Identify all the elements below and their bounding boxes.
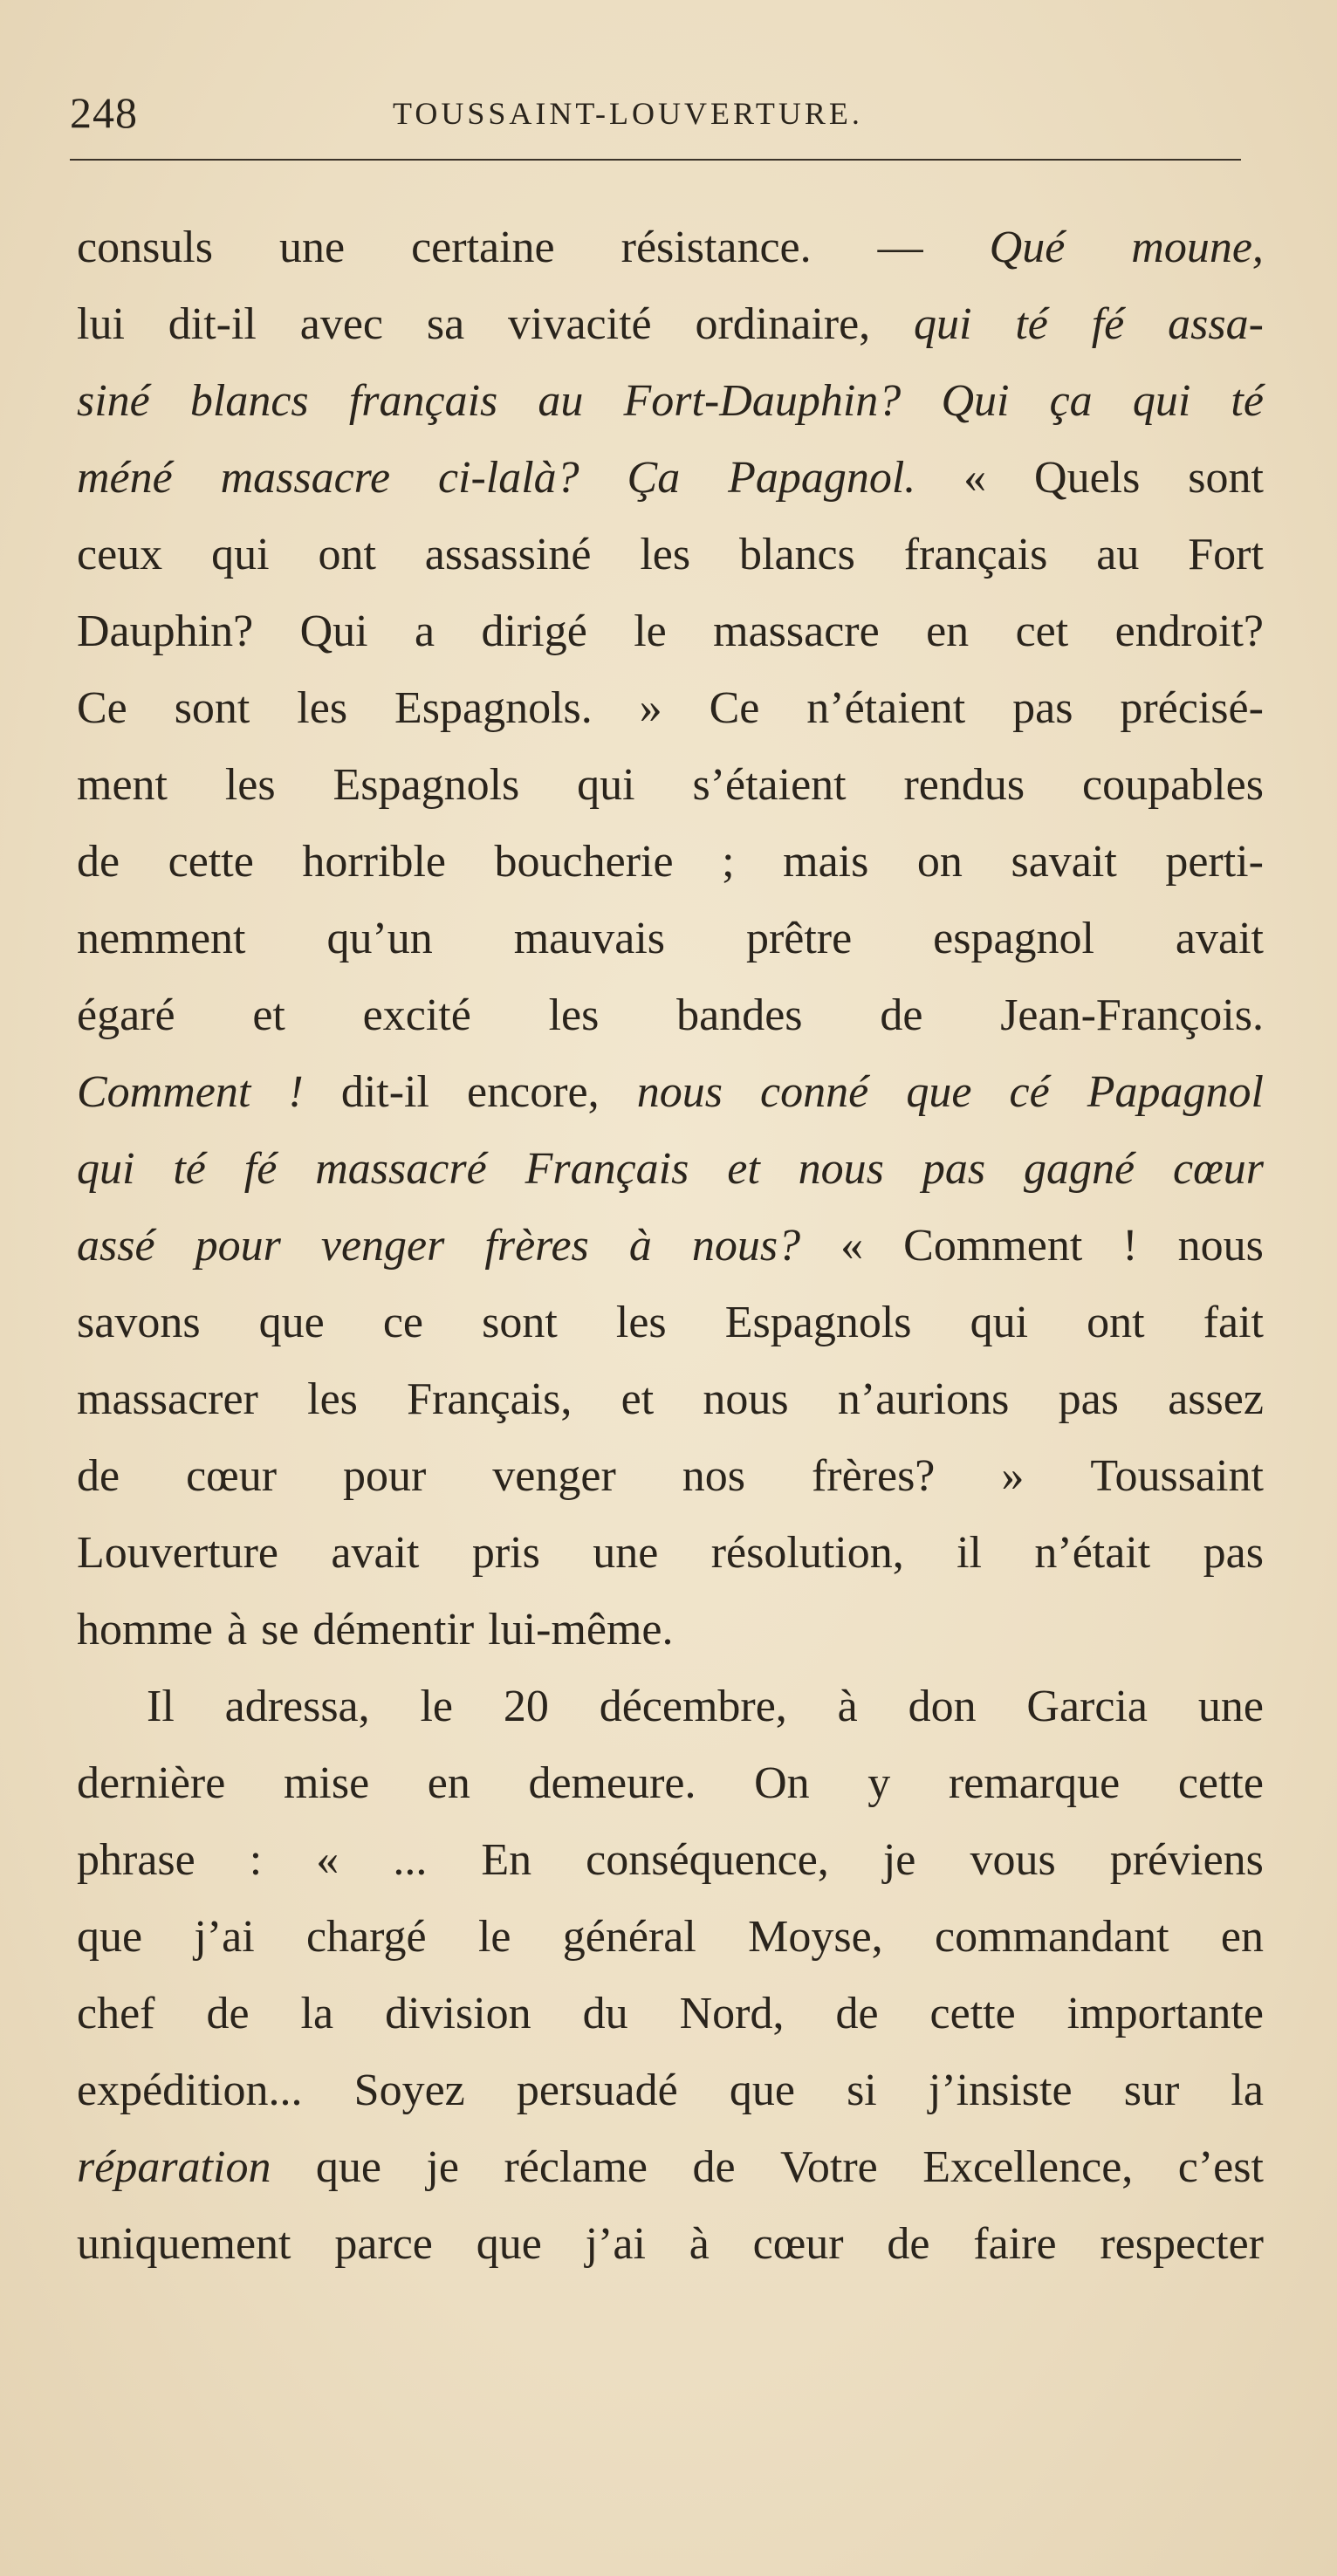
text-line: [77, 1668, 1264, 1745]
word: «: [840, 1221, 864, 1271]
word: Espagnols.: [394, 683, 593, 733]
italic-word: siné: [77, 376, 150, 426]
text-line: [77, 286, 1264, 363]
word: lui-même.: [488, 1605, 674, 1655]
word: démentir: [312, 1605, 475, 1655]
word: sont: [482, 1298, 558, 1347]
word: rendus: [903, 760, 1025, 810]
word: et: [621, 1374, 655, 1424]
word: frères?: [811, 1451, 936, 1501]
word: j’ai: [194, 1912, 255, 1962]
word: mais: [783, 837, 869, 887]
word: sont: [1188, 453, 1264, 503]
word: la: [300, 1989, 334, 2038]
italic-word: moune,: [1131, 223, 1264, 272]
text-line: [77, 824, 1264, 901]
italic-word: réparation: [77, 2142, 271, 2192]
text-line: [77, 1592, 1264, 1668]
word: certaine: [411, 223, 555, 272]
header-rule: [70, 159, 1241, 161]
word: de: [880, 990, 923, 1040]
text-line: [77, 1745, 1264, 1822]
word: que: [77, 1912, 143, 1962]
word: !: [1122, 1221, 1138, 1271]
word: demeure.: [528, 1758, 696, 1808]
word: que: [258, 1298, 325, 1347]
word: On: [754, 1758, 810, 1808]
word: et: [252, 990, 285, 1040]
word: venger: [492, 1451, 616, 1501]
word: en: [1220, 1912, 1264, 1962]
word: avait: [331, 1528, 420, 1578]
word: a: [414, 606, 435, 656]
word: décembre,: [599, 1682, 787, 1731]
italic-word: qui: [1132, 376, 1191, 426]
word: Dauphin?: [77, 606, 254, 656]
italic-word: que: [906, 1067, 972, 1117]
word: remarque: [948, 1758, 1121, 1808]
word: le: [420, 1682, 454, 1731]
word: vous: [970, 1835, 1056, 1885]
italic-word: té: [1015, 299, 1048, 349]
word: à: [226, 1605, 248, 1655]
word: cette: [168, 837, 254, 887]
word: don: [908, 1682, 977, 1731]
word: 20: [503, 1682, 549, 1731]
word: avait: [1175, 914, 1264, 963]
word: sont: [174, 683, 250, 733]
word: les: [307, 1374, 358, 1424]
italic-word: et: [727, 1144, 760, 1194]
text-line: [77, 670, 1264, 747]
italic-word: gagné: [1023, 1144, 1135, 1194]
word: une: [1197, 1682, 1264, 1731]
word: en: [926, 606, 970, 656]
running-title: TOUSSAINT-LOUVERTURE.: [393, 96, 863, 131]
italic-word: nous: [798, 1144, 884, 1194]
text-line: [77, 1361, 1264, 1438]
word: assassiné: [424, 530, 592, 579]
italic-word: Fort-Dauphin?: [623, 376, 902, 426]
word: cette: [929, 1989, 1016, 2038]
word: nos: [682, 1451, 745, 1501]
italic-word: Papagnol: [1087, 1067, 1264, 1117]
word: en: [427, 1758, 470, 1808]
word: je: [882, 1835, 916, 1885]
word: ordinaire,: [695, 299, 871, 349]
word: j’ai: [585, 2219, 646, 2269]
word: n’aurions: [837, 1374, 1010, 1424]
word: bandes: [676, 990, 803, 1040]
word: endroit?: [1114, 606, 1264, 656]
italic-word: méné: [77, 453, 173, 503]
word: Excellence,: [922, 2142, 1134, 2192]
word: les: [548, 990, 600, 1040]
italic-word: français: [348, 376, 498, 426]
word: Nord,: [679, 1989, 785, 2038]
word: blancs: [739, 530, 855, 579]
word: faire: [973, 2219, 1057, 2269]
word: Espagnols: [333, 760, 520, 810]
text-line: [77, 2052, 1264, 2129]
word: boucherie: [494, 837, 674, 887]
word: n’étaient: [806, 683, 966, 733]
word: savons: [77, 1298, 201, 1347]
word: cet: [1015, 606, 1069, 656]
italic-word: frères: [484, 1221, 589, 1271]
word: sur: [1123, 2066, 1180, 2115]
italic-word: cé: [1009, 1067, 1050, 1117]
word: Moyse,: [748, 1912, 883, 1962]
text-line: [77, 747, 1264, 824]
word: le: [477, 1912, 511, 1962]
word: les: [297, 683, 348, 733]
word: n’était: [1034, 1528, 1151, 1578]
word: de: [206, 1989, 250, 2038]
word: résistance.: [621, 223, 812, 272]
word: les: [224, 760, 276, 810]
word: se: [261, 1605, 299, 1655]
word: Garcia: [1026, 1682, 1148, 1731]
word: mise: [283, 1758, 370, 1808]
italic-word: Qui: [941, 376, 1010, 426]
page-header: [70, 86, 1239, 140]
word: cœur: [186, 1451, 278, 1501]
text-line: [77, 1438, 1264, 1515]
word: qui: [211, 530, 270, 579]
word: c’est: [1177, 2142, 1264, 2192]
word: pas: [1012, 683, 1073, 733]
word: En: [481, 1835, 532, 1885]
word: ment: [77, 760, 168, 810]
word: Louverture: [77, 1528, 279, 1578]
word: Jean-François.: [1000, 990, 1264, 1040]
word: ont: [1087, 1298, 1145, 1347]
italic-word: massacré: [315, 1144, 487, 1194]
word: y: [867, 1758, 891, 1808]
text-line: [77, 1822, 1264, 1899]
word: nous: [1177, 1221, 1264, 1271]
page-number: 248: [70, 88, 138, 137]
word: pas: [1203, 1528, 1264, 1578]
text-line: [77, 1899, 1264, 1976]
word: qu’un: [326, 914, 433, 963]
italic-word: fé: [1091, 299, 1125, 349]
word: si: [847, 2066, 877, 2115]
text-line: [77, 977, 1264, 1054]
text-line: [77, 440, 1264, 517]
word: conséquence,: [586, 1835, 829, 1885]
word: les: [615, 1298, 667, 1347]
italic-word: massacre: [220, 453, 391, 503]
word: Quels: [1034, 453, 1141, 503]
word: Ce: [709, 683, 760, 733]
word: s’étaient: [692, 760, 847, 810]
word: dit-il: [168, 299, 257, 349]
word: une: [593, 1528, 659, 1578]
word: résolution,: [710, 1528, 904, 1578]
word: de: [77, 1451, 120, 1501]
italic-word: fé: [243, 1144, 278, 1194]
italic-word: Papagnol.: [728, 453, 916, 503]
text-line: [77, 901, 1264, 977]
word: lui: [77, 299, 125, 349]
text-line: [77, 1515, 1264, 1592]
word: chef: [77, 1989, 155, 2038]
italic-word: cœur: [1172, 1144, 1264, 1194]
word: »: [1001, 1451, 1025, 1501]
word: assez: [1168, 1374, 1264, 1424]
italic-word: Qué: [989, 223, 1066, 272]
word: ce: [382, 1298, 424, 1347]
word: perti-: [1165, 837, 1264, 887]
text-line: [77, 209, 1264, 286]
italic-word: nous?: [691, 1221, 801, 1271]
word: dit-il: [340, 1067, 429, 1117]
word: j’insiste: [928, 2066, 1073, 2115]
italic-word: pas: [922, 1144, 986, 1194]
word: la: [1231, 2066, 1264, 2115]
word: pris: [471, 1528, 540, 1578]
word: division: [385, 1989, 531, 2038]
italic-word: blancs: [189, 376, 309, 426]
word: cœur: [752, 2219, 844, 2269]
italic-word: té: [1231, 376, 1264, 426]
word: de: [692, 2142, 736, 2192]
word: on: [916, 837, 963, 887]
word: savait: [1011, 837, 1117, 887]
word: avec: [299, 299, 383, 349]
word: prêtre: [745, 914, 853, 963]
word: de: [77, 837, 120, 887]
text-line: [77, 363, 1264, 440]
word: ...: [393, 1835, 428, 1885]
text-line: [77, 2206, 1264, 2283]
word: persuadé: [516, 2066, 678, 2115]
word: uniquement: [77, 2219, 291, 2269]
italic-word: Comment: [77, 1067, 251, 1117]
italic-word: au: [538, 376, 584, 426]
word: français: [903, 530, 1048, 579]
word: Il: [147, 1682, 175, 1731]
word: excité: [362, 990, 471, 1040]
word: respecter: [1100, 2219, 1264, 2269]
word: :: [249, 1835, 263, 1885]
word: mauvais: [513, 914, 666, 963]
word: égaré: [77, 990, 175, 1040]
italic-word: Français: [525, 1144, 689, 1194]
word: fait: [1203, 1298, 1264, 1347]
word: je: [426, 2142, 460, 2192]
word: massacrer: [77, 1374, 258, 1424]
word: Espagnols: [724, 1298, 912, 1347]
word: adressa,: [224, 1682, 370, 1731]
word: de: [887, 2219, 930, 2269]
word: «: [316, 1835, 339, 1885]
word: que: [476, 2219, 542, 2269]
text-line: [77, 2129, 1264, 2206]
word: commandant: [935, 1912, 1169, 1962]
word: il: [956, 1528, 983, 1578]
word: coupables: [1082, 760, 1264, 810]
word: que: [729, 2066, 795, 2115]
body-text: [77, 209, 1264, 2283]
word: du: [582, 1989, 628, 2038]
italic-word: nous: [636, 1067, 723, 1117]
italic-word: !: [288, 1067, 304, 1117]
word: encore,: [467, 1067, 600, 1117]
italic-word: venger: [320, 1221, 445, 1271]
word: vivacité: [508, 299, 652, 349]
italic-word: conné: [760, 1067, 869, 1117]
word: Comment: [903, 1221, 1083, 1271]
word: une: [279, 223, 346, 272]
word: les: [640, 530, 691, 579]
word: Qui: [299, 606, 368, 656]
word: qui: [970, 1298, 1029, 1347]
italic-word: assa-: [1168, 299, 1264, 349]
italic-word: ci-lalà?: [437, 453, 579, 503]
word: horrible: [302, 837, 446, 887]
word: importante: [1066, 1989, 1264, 2038]
word: massacre: [713, 606, 880, 656]
word: Votre: [780, 2142, 878, 2192]
word: Toussaint: [1090, 1451, 1264, 1501]
text-line: [77, 1208, 1264, 1285]
text-line: [77, 1054, 1264, 1131]
text-line: [77, 517, 1264, 593]
word: chargé: [306, 1912, 427, 1962]
word: préviens: [1109, 1835, 1264, 1885]
word: nemment: [77, 914, 246, 963]
italic-word: Ça: [627, 453, 681, 503]
word: parce: [334, 2219, 433, 2269]
text-line: [77, 1976, 1264, 2052]
italic-word: ça: [1049, 376, 1093, 426]
italic-word: à: [628, 1221, 652, 1271]
word: dirigé: [481, 606, 587, 656]
word: Ce: [77, 683, 127, 733]
word: qui: [577, 760, 635, 810]
word: pour: [342, 1451, 427, 1501]
italic-word: assé: [77, 1221, 155, 1271]
word: sa: [426, 299, 465, 349]
word: Soyez: [353, 2066, 465, 2115]
text-line: [77, 1131, 1264, 1208]
word: à: [689, 2219, 710, 2269]
word: —: [877, 223, 923, 272]
word: «: [963, 453, 987, 503]
word: ont: [318, 530, 376, 579]
italic-word: qui: [77, 1144, 135, 1194]
word: au: [1096, 530, 1140, 579]
word: pas: [1058, 1374, 1119, 1424]
word: que: [315, 2142, 382, 2192]
text-line: [77, 593, 1264, 670]
word: homme: [77, 1605, 213, 1655]
word: cette: [1177, 1758, 1264, 1808]
word: phrase: [77, 1835, 195, 1885]
italic-word: pour: [195, 1221, 281, 1271]
text-line: [77, 1285, 1264, 1361]
word: réclame: [504, 2142, 648, 2192]
word: expédition...: [77, 2066, 303, 2115]
word: consuls: [77, 223, 213, 272]
word: espagnol: [933, 914, 1094, 963]
word: précisé-: [1120, 683, 1264, 733]
word: Français,: [407, 1374, 573, 1424]
word: »: [639, 683, 662, 733]
word: de: [835, 1989, 879, 2038]
word: ;: [722, 837, 735, 887]
italic-word: qui: [914, 299, 972, 349]
word: Fort: [1188, 530, 1264, 579]
italic-word: té: [173, 1144, 206, 1194]
word: ceux: [77, 530, 163, 579]
word: à: [837, 1682, 858, 1731]
word: le: [634, 606, 667, 656]
word: général: [562, 1912, 696, 1962]
word: dernière: [77, 1758, 226, 1808]
word: nous: [703, 1374, 789, 1424]
